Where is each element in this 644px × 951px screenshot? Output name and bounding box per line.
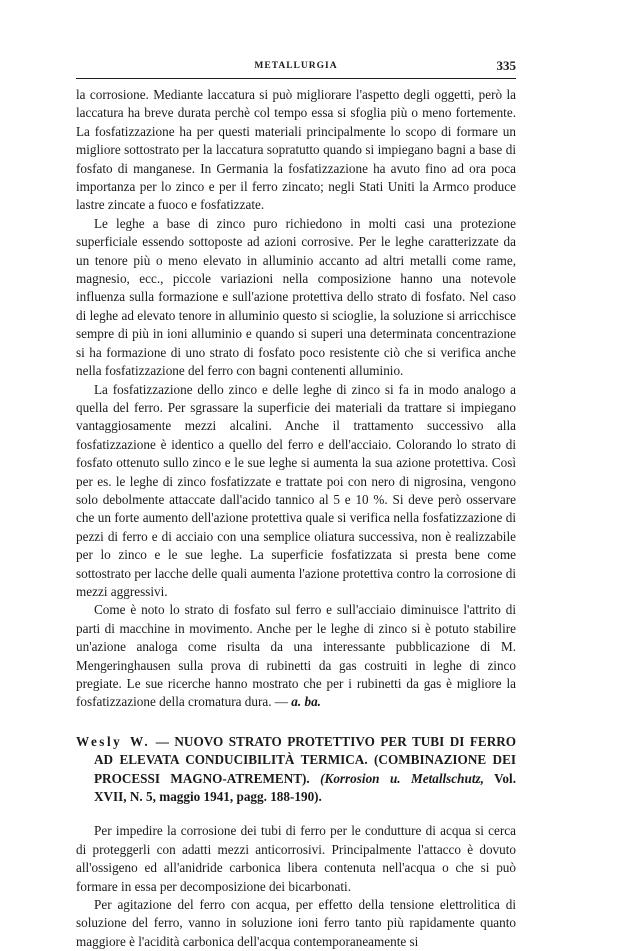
paragraph-2: Le leghe a base di zinco puro richiedono in molti casi una protezione superficiale essendo sottoposte ad azioni corrosive. Per le leghe caratterizzate da un tenore più o meno elevato in alluminio accanto ad altri metalli come rame, magnesio, ecc., piccole variazioni nella composizione hanno una notevole influenza sulla formazione e sull'azione protettiva dello strato di fosfato. Nel caso di leghe ad elevato tenore in alluminio questo si scioglie, la soluzione si arricchisce sempre di più in ioni alluminio e quando si superi una determinata concentrazione si ha formazione di uno strato di fosfato poco resistente ciò che si verifica anche nella fosfatizzazione del ferro con bagni contenenti alluminio. bbox=[76, 215, 516, 379]
article-author: Wesly W. bbox=[76, 733, 151, 749]
paragraph-4-text: Come è noto lo strato di fosfato sul ferro e sull'acciaio diminuisce l'attrito di parti di macchine in movimento. Anche per le leghe di zinco si è potuto stabilire un'azione analoga come risulta da una interessante pubblicazione di M. Mengeringhausen sulla prova di rubinetti da gas costruiti in leghe di zinco pregiate. Le sue ricerche hanno mostrato che per i rubinetti da gas è migliore la fosfatizzazione della cromatura dura. — bbox=[76, 602, 516, 710]
article-source-details: Vol. XVII, N. 5, maggio 1941, pagg. 188-190). bbox=[94, 770, 516, 805]
page-number: 335 bbox=[496, 58, 516, 73]
paragraph-1: la corrosione. Mediante laccatura si può migliorare l'aspetto degli oggetti, però la laccatura ha breve durata perchè col tempo essa si sfoglia più o meno fortemente. La fosfatizzazione ha per questi materiali principalmente lo scopo di formare un migliore sottostrato per la laccatura sopratutto quando si impiegano bagni a base di fosfato di manganese. In Germania la fosfatizzazione ha avuto fino ad ora poca importanza per lo zinco e per il ferro zincato; negli Stati Uniti la Armco produce lastre zincate a fuoco e fosfatizzate. bbox=[76, 87, 516, 213]
article-title: — NUOVO STRATO PROTETTIVO PER TUBI DI FERRO AD ELEVATA CONDUCIBILITÀ TERMICA. (COMBINAZIONE DEI PROCESSI MAGNO-ATREMENT). bbox=[94, 733, 516, 786]
running-header bbox=[76, 58, 516, 76]
article-heading bbox=[76, 733, 516, 807]
paragraph-6: Per agitazione del ferro con acqua, per effetto della tensione elettrolitica di soluzione del ferro, vanno in soluzione ioni ferro tanto più rapidamente quanto maggiore è l'acidità carbonica dell'acqua contemporaneamente si bbox=[76, 897, 516, 949]
paragraph-5: Per impedire la corrosione dei tubi di ferro per le condutture di acqua si cerca di proteggerli con adatti mezzi anticorrosivi. Principalmente l'attacco è dovuto all'ossigeno ed all'anidride carbonica libera contenuta nell'acqua o che si può formare in essa per decomposizione dei bicarbonati. bbox=[76, 823, 516, 894]
running-title: METALLURGIA bbox=[254, 61, 338, 71]
abstract-signature: a. ba. bbox=[291, 694, 321, 710]
header-rule bbox=[76, 78, 516, 79]
body-text bbox=[76, 86, 516, 951]
article-source-journal: (Korrosion u. Metallschutz, bbox=[320, 770, 484, 786]
paragraph-4 bbox=[76, 601, 516, 711]
paragraph-3: La fosfatizzazione dello zinco e delle leghe di zinco si fa in modo analogo a quella del ferro. Per sgrassare la superficie dei materiali da trattare si impiegano vantaggiosamente mezzi alcalini. Anche il trattamento successivo alla fosfatizzazione è identico a quello del ferro e dell'acciaio. Colorando lo strato di fosfato ottenuto sullo zinco e le sue leghe si aumenta la sua azione protettiva. Così per es. le leghe di zinco fosfatizzate e trattate poi con nero di nigrosina, vengono solo debolmente attaccate dall'acido tannico al 5 e 10 %. Si deve però osservare che un forte aumento dell'azione protettiva quale si verifica nella fosfatizzazione di pezzi di ferro e di acciaio con una semplice oliatura successiva, non è realizzabile per lo zinco e le sue leghe. La superficie fosfatizzata si presta bene come sottostrato per lacche delle quali aumenta l'azione protettiva contro la corrosione di mezzi aggressivi. bbox=[76, 381, 516, 599]
